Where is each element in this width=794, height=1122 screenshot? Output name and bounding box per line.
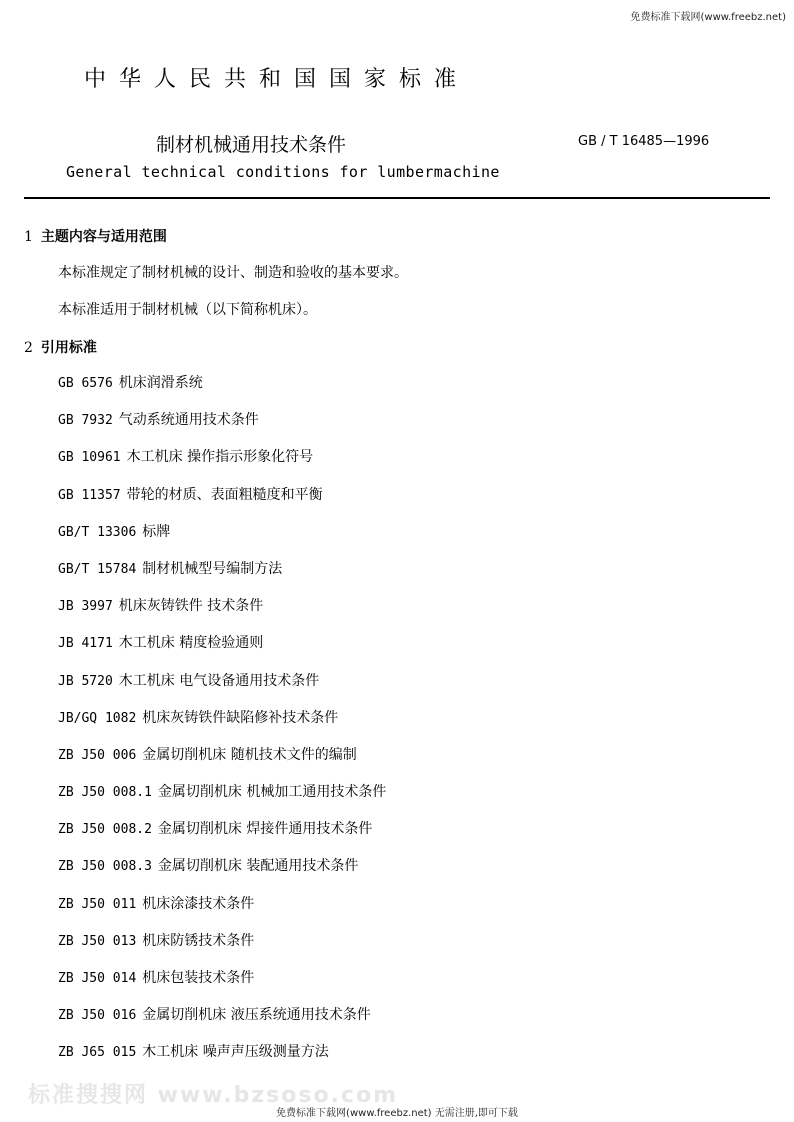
reference-item: [58, 1042, 386, 1079]
reference-title: 金属切削机床 装配通用技术条件: [157, 858, 359, 875]
reference-title: 带轮的材质、表面粗糙度和平衡: [126, 486, 323, 503]
section-heading-text: 引用标准: [40, 340, 97, 356]
english-title: General technical conditions for lumbermachine: [66, 163, 500, 181]
section-number: 2: [24, 340, 33, 356]
section-1-paragraph: 本标准适用于制材机械（以下简称机床）。: [58, 302, 317, 318]
reference-item: [58, 782, 386, 819]
header-divider: [24, 197, 770, 199]
reference-code: GB 6576: [58, 376, 113, 391]
reference-code: JB 3997: [58, 599, 113, 615]
reference-item: [58, 856, 386, 893]
reference-code: GB/T 13306: [58, 524, 137, 540]
section-heading-text: 主题内容与适用范围: [40, 229, 167, 245]
reference-title: 机床灰铸铁件缺陷修补技术条件: [142, 709, 339, 726]
national-standard-title: 中华人民共和国国家标准: [84, 67, 470, 92]
reference-code: ZB J50 014: [58, 971, 137, 986]
section-1-heading: [24, 226, 167, 246]
reference-title: 机床涂漆技术条件: [142, 895, 255, 912]
reference-title: 金属切削机床 焊接件通用技术条件: [157, 821, 373, 838]
reference-code: ZB J50 016: [58, 1008, 137, 1024]
reference-item: [58, 671, 386, 708]
reference-item: [58, 745, 386, 782]
reference-title: 金属切削机床 随机技术文件的编制: [142, 746, 357, 763]
reference-item: [58, 819, 386, 856]
reference-title: 机床灰铸铁件 技术条件: [118, 598, 264, 615]
reference-item: [58, 410, 386, 447]
site-watermark: 标准搜搜网 www.bzsoso.com: [28, 1083, 398, 1108]
reference-item: [58, 894, 386, 931]
reference-code: JB 5720: [58, 673, 113, 689]
section-number: 1: [24, 229, 33, 245]
reference-title: 机床包装技术条件: [142, 970, 255, 986]
reference-item: [58, 1005, 386, 1042]
reference-item: [58, 485, 386, 522]
reference-code: ZB J50 008.2: [58, 822, 152, 838]
reference-item: [58, 447, 386, 484]
reference-title: 标牌: [142, 523, 171, 540]
standard-number: GB / T 16485—1996: [578, 134, 710, 149]
reference-code: GB 11357: [58, 487, 121, 503]
reference-item: [58, 559, 386, 596]
reference-item: [58, 931, 386, 968]
section-1-paragraph: 本标准规定了制材机械的设计、制造和验收的基本要求。: [58, 265, 408, 281]
reference-code: ZB J50 013: [58, 933, 137, 949]
reference-list: [58, 373, 386, 1080]
reference-item: [58, 708, 386, 745]
reference-item: [58, 633, 386, 670]
reference-title: 木工机床 操作指示形象化符号: [126, 449, 314, 466]
footer-note: 免费标准下载网(www.freebz.net) 无需注册,即可下载: [276, 1108, 518, 1119]
reference-title: 气动系统通用技术条件: [118, 412, 259, 429]
reference-title: 木工机床 噪声声压级测量方法: [142, 1044, 329, 1061]
reference-item: [58, 596, 386, 633]
reference-item: [58, 373, 386, 410]
reference-code: GB 10961: [58, 450, 121, 466]
reference-title: 机床润滑系统: [118, 375, 203, 391]
reference-code: GB 7932: [58, 413, 113, 429]
reference-code: ZB J50 008.3: [58, 859, 152, 875]
reference-code: ZB J50 006: [58, 747, 137, 763]
reference-item: [58, 968, 386, 1005]
reference-code: GB/T 15784: [58, 561, 137, 577]
document-title: 制材机械通用技术条件: [156, 134, 347, 156]
reference-title: 木工机床 精度检验通则: [118, 635, 264, 652]
reference-item: [58, 522, 386, 559]
reference-title: 木工机床 电气设备通用技术条件: [118, 672, 320, 689]
reference-title: 金属切削机床 机械加工通用技术条件: [157, 784, 387, 801]
section-2-heading: [24, 337, 97, 357]
reference-code: ZB J50 011: [58, 896, 137, 912]
header-note: 免费标准下载网(www.freebz.net): [630, 12, 786, 23]
reference-code: JB/GQ 1082: [58, 710, 137, 726]
reference-title: 金属切削机床 液压系统通用技术条件: [142, 1007, 371, 1024]
reference-code: ZB J50 008.1: [58, 785, 152, 801]
reference-title: 制材机械型号编制方法: [142, 560, 283, 577]
reference-code: JB 4171: [58, 636, 113, 652]
reference-title: 机床防锈技术条件: [142, 932, 255, 949]
reference-code: ZB J65 015: [58, 1045, 137, 1061]
